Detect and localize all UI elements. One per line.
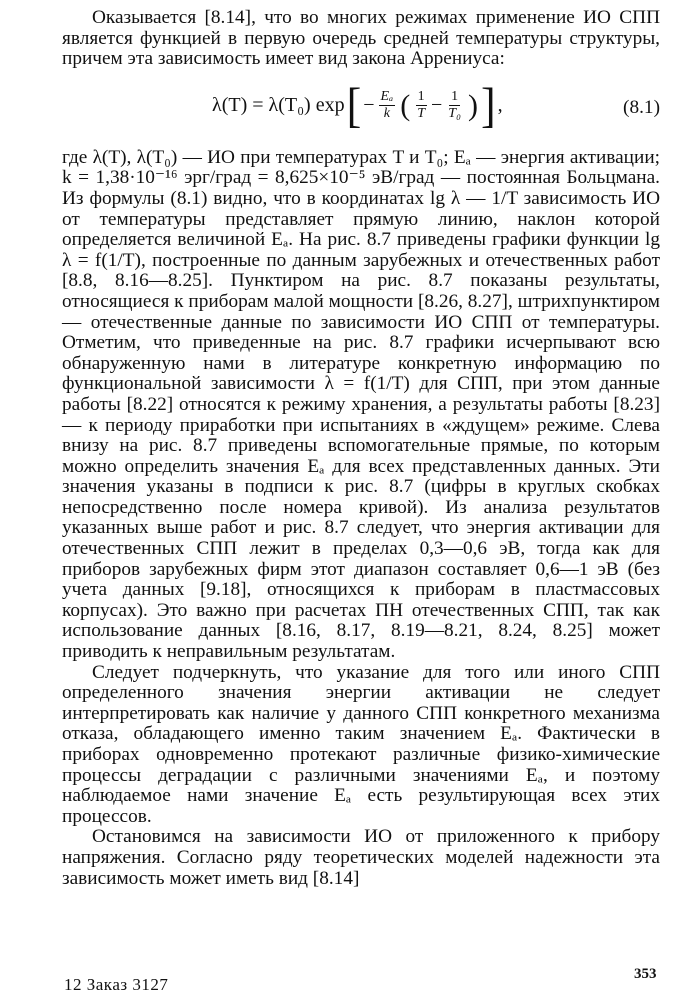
right-bracket: ] [480, 78, 496, 133]
paragraph-explanation: где λ(T), λ(T₀) — ИО при температурах T и T₀; Eₐ — энергия активации; k = 1,38·10⁻¹⁶ эрг/град = 8,625×10⁻⁵ эВ/град — постоянная Больцмана. Из формулы (8.1) видно, что в координатах lg λ — 1/T зависимость ИО от температуры представляет прямую линию, наклон которой определяется величиной Eₐ. На рис. 8.7 приведены графики функции lg λ = f(1/T), построенные по данным зарубежных и отечественных работ [8.8, 8.16—8.25]. Пунктиром на рис. 8.7 показаны результаты, относящиеся к приборам малой мощности [8.26, 8.27], штрихпунктиром — отечественные данные по зависимости ИО СПП от температуры. Отметим, что приведенные на рис. 8.7 графики исчерпывают всю обнаруженную нами в литературе конкретную информацию по функциональной зависимости λ = f(1/T) для СПП, при этом данные работы [8.22] относятся к режиму хранения, а результаты работы [8.23] — к периоду приработки при испытаниях в «ждущем» режиме. Слева внизу на рис. 8.7 приведены вспомогательные прямые, по которым можно определить значения Eₐ для всех представленных данных. Эти значения указаны в подписи к рис. 8.7 (цифры в круглых скобках непосредственно после номера кривой). Из анализа результатов указанных выше работ и рис. 8.7 следует, что энергия активации для отечественных СПП лежит в пределах 0,3—0,6 эВ, тогда как для приборов зарубежных фирм этот диапазон составляет 0,6—1 эВ (без учета данных [9.18], относящихся к приборам в пластмассовых корпусах). Это важно при расчетах ПН отечественных СПП, так как использование данных [8.16, 8.17, 8.19—8.21, 8.24, 8.25] может приводить к неправильным результатам. [62, 146, 660, 663]
footer-order-mark: 12 Заказ 3127 [64, 975, 169, 994]
symbol-ea: Eₐ [380, 89, 394, 105]
paragraph-intro: Оказывается [8.14], что во многих режимах применение ИО СПП является функцией в первую очередь средней температуры структуры, причем эта зависимость имеет вид закона Аррениуса: [62, 7, 660, 70]
fraction-1-t [415, 89, 427, 122]
equation-number: (8.1) [623, 96, 660, 118]
numerator-1: 1 [417, 89, 425, 105]
formula-comma: , [497, 94, 503, 117]
symbol-t: T [417, 106, 425, 122]
paragraph-voltage: Остановимся на зависимости ИО от приложенного к прибору напряжения. Согласно ряду теоретических моделей надежности эта зависимость может иметь вид [8.14] [62, 826, 660, 889]
fraction-ea-k [379, 89, 396, 122]
paragraph-activation: Следует подчеркнуть, что указание для того или иного СПП определенного значения энергии активации не следует интерпретировать как наличие у данного СПП конкретного механизма отказа, обладающего именно таким значением Eₐ. Фактически в приборах одновременно протекают различные физико-химические процессы деградации с различными значениями Eₐ, и поэтому наблюдаемое нами значение Eₐ есть результирующая всех этих процессов. [62, 661, 660, 827]
formula-body [212, 78, 503, 133]
symbol-k: k [383, 106, 390, 122]
formula-minus: − [363, 94, 375, 117]
left-paren: ( [400, 88, 411, 122]
page-number: 353 [634, 966, 657, 982]
fraction-1-t0 [446, 89, 463, 122]
right-paren: ) [467, 88, 478, 122]
left-bracket: [ [346, 78, 362, 133]
formula-minus-inner: − [431, 94, 443, 117]
formula-lhs: λ(T) = λ(T₀) exp [212, 94, 345, 117]
text-body [62, 8, 660, 889]
numerator-1b: 1 [451, 89, 459, 105]
formula-8-1 [62, 70, 660, 148]
symbol-t0: T₀ [448, 106, 461, 122]
